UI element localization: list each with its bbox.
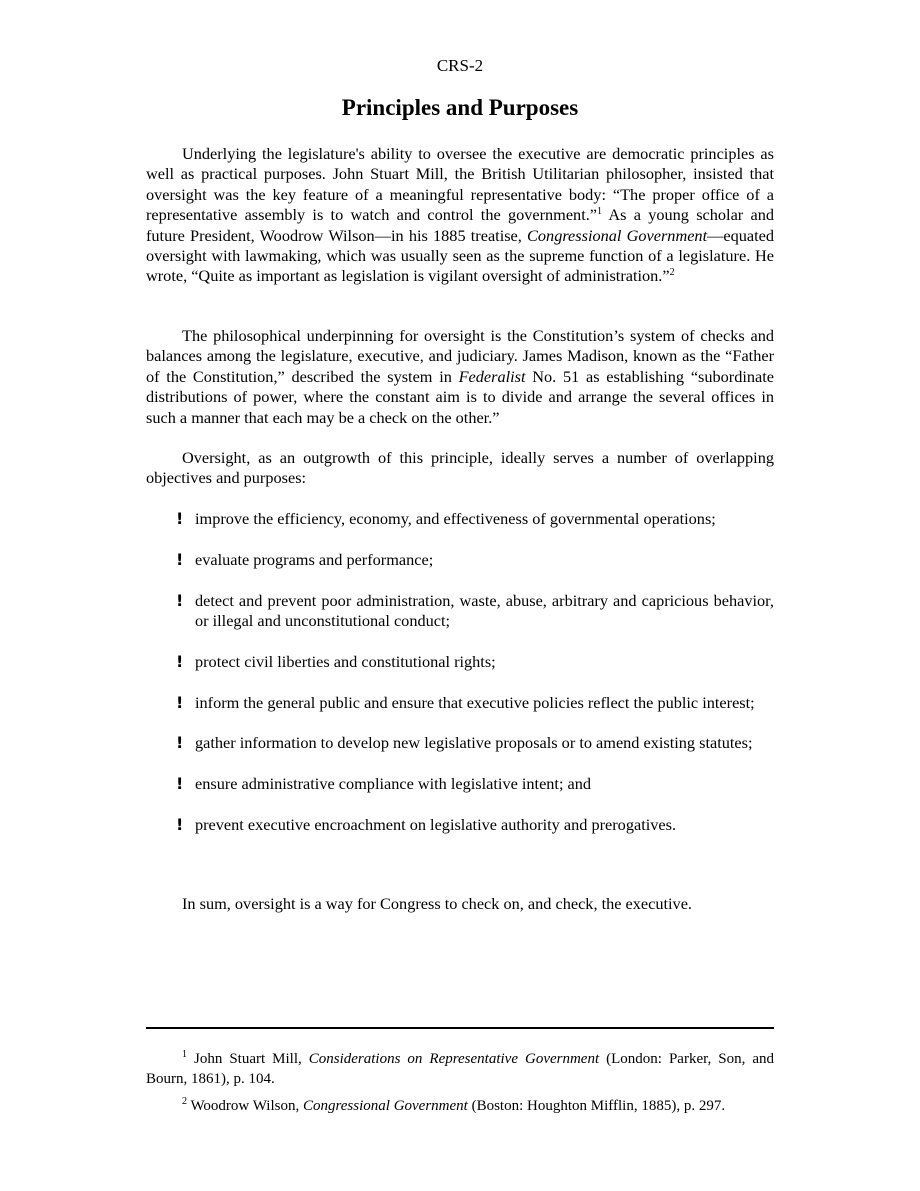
list-item-text: evaluate programs and performance; <box>195 549 434 569</box>
closing-sentence: In sum, oversight is a way for Congress to check on, and check, the executive. <box>182 894 692 913</box>
list-item <box>146 815 774 835</box>
footnote-text-a: Woodrow Wilson, <box>187 1098 303 1114</box>
exclamation-bullet-icon: ! <box>176 651 184 671</box>
list-item-text: protect civil liberties and constitutional rights; <box>195 651 496 671</box>
objectives-list <box>146 509 774 856</box>
footnote-text-b: (London: Parker, Son, and Bourn, 1861), p. 104. <box>146 1051 774 1087</box>
footnote-divider <box>146 1027 774 1029</box>
footnote-text-b: (Boston: Houghton Mifflin, 1885), p. 297. <box>467 1098 726 1114</box>
exclamation-bullet-icon: ! <box>176 590 184 610</box>
list-item-text: gather information to develop new legislative proposals or to amend existing statutes; <box>195 733 753 753</box>
footnote-italic: Considerations on Representative Government <box>308 1051 600 1067</box>
footnote-1 <box>146 1049 774 1089</box>
exclamation-bullet-icon: ! <box>176 509 184 528</box>
paragraph-1-italic: Congressional Government <box>527 225 708 245</box>
list-item-text: prevent executive encroachment on legislative authority and prerogatives. <box>195 814 677 834</box>
list-item <box>146 652 774 672</box>
footnote-2 <box>146 1096 774 1116</box>
paragraph-3-text: Oversight, as an outgrowth of this principle, ideally serves a number of overlapping objectives and purposes: <box>146 448 774 488</box>
list-item <box>146 693 774 713</box>
footnote-ref-2[interactable]: 2 <box>669 267 675 279</box>
footnote-ref-1[interactable]: 1 <box>597 206 603 218</box>
list-item-text: inform the general public and ensure that executive policies reflect the public interest; <box>195 692 755 712</box>
exclamation-bullet-icon: ! <box>176 814 184 834</box>
paragraph-1-text-a: Underlying the legislature's ability to oversee the executive are democratic principles as well as practical purposes. John Stuart Mill, the British Utilitarian philosopher, insisted that oversight was the key feature of a meaningful representative body: “The proper office of a representative assembly is to watch and control the government.” <box>146 144 774 225</box>
paragraph-3 <box>146 448 774 489</box>
list-item-text: ensure administrative compliance with legislative intent; and <box>195 774 592 794</box>
exclamation-bullet-icon: ! <box>176 774 184 794</box>
exclamation-bullet-icon: ! <box>176 549 184 569</box>
exclamation-bullet-icon: ! <box>176 733 184 753</box>
paragraph-1 <box>146 144 774 287</box>
paragraph-2 <box>146 326 774 428</box>
paragraph-1-text-c: —equated oversight with lawmaking, which was usually seen as the supreme function of a legislature. He wrote, “Quite as important as legislation is vigilant oversight of administration.” <box>146 225 774 286</box>
paragraph-1-text-b: As a young scholar and future President, Woodrow Wilson—in his 1885 treatise, <box>146 205 775 245</box>
list-item <box>146 733 774 753</box>
footnote-number: 1 <box>182 1049 187 1060</box>
list-item <box>146 509 774 529</box>
list-item <box>146 550 774 570</box>
list-item <box>146 591 774 632</box>
exclamation-bullet-icon: ! <box>176 692 184 712</box>
list-item <box>146 774 774 794</box>
page-title: Principles and Purposes <box>341 95 579 120</box>
list-item-text: improve the efficiency, economy, and effectiveness of governmental operations; <box>195 509 716 528</box>
running-head: CRS-2 <box>436 56 484 75</box>
list-item-text: detect and prevent poor administration, waste, abuse, arbitrary and capricious behavior, or illegal and unconstitutional conduct; <box>195 590 774 630</box>
paragraph-2-text-a: The philosophical underpinning for oversight is the Constitution’s system of checks and balances among the legislature, executive, and judiciary. James Madison, known as the “Father of the Constitution,” described the system in <box>146 326 774 386</box>
footnote-italic: Congressional Government <box>302 1098 468 1114</box>
footnote-number: 2 <box>182 1096 187 1107</box>
paragraph-2-text-b: No. 51 as establishing “subordinate distributions of power, where the constant aim is to divide and arrange the several offices in such a manner that each may be a check on the other.” <box>146 366 775 427</box>
paragraph-2-italic: Federalist <box>458 366 526 386</box>
footnote-text-a: John Stuart Mill, <box>187 1051 309 1067</box>
